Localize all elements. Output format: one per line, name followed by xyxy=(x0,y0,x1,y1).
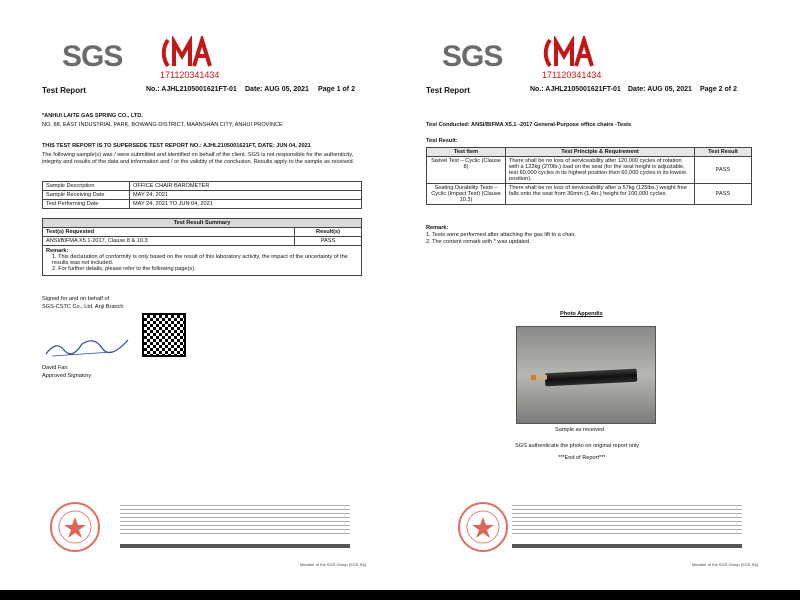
seal-stamp xyxy=(456,500,510,554)
sample-photo xyxy=(516,326,656,424)
table-row: Sample Description OFFICE CHAIR BAROMETER xyxy=(43,182,362,191)
table-row: ANSI/BIFMA X5.1-2017, Clause 8 & 10.3 PASS xyxy=(43,237,362,246)
remark-label: Remark: xyxy=(426,225,449,231)
test-result-label: Test Result: xyxy=(426,138,458,144)
sgs-logo: SGS xyxy=(442,40,503,73)
footer-address-bar xyxy=(512,544,742,548)
sample-info-table xyxy=(42,181,362,209)
remark-1: 1. Tests were performed after attaching the gas lift to a chair. xyxy=(426,232,576,238)
result-summary-table: Test Result Summary Test(s) Requested Result(s) ANSI/BIFMA X5.1-2017, Clause 8 & 10.3 PASS Remark: 1. This declaration of conformity is only based on the result of this laboratory activity, the impact of the uncertainty of the results was not included. 2. For further details, please refer to the following page(s). xyxy=(42,218,362,276)
signature xyxy=(42,330,132,360)
test-conducted: Test Conducted: ANSI/BIFMA X5.1 -2017 General-Purpose office chairs -Tests xyxy=(426,122,632,128)
test-result-table: Test Item Test Principle & Requirement Test Result Swivel Test – Cyclic (Clause 8) There shall be no loss of serviceability after 120,000 cycles of rotation with a 122kg (270lb.) load on the seat (for the seat height is adjustable, test 60,000 cycles in its highest position then 60,000 cycles in its lowest position). PASS Seating Durability Tests – Cyclic (Impact Test) (Clause 10.3) There shall be no loss of serviceability after a 57kg (125lbs.) weight free falls onto the seat from 36mm (1.4in.) height for 100,000 cycles. PASS xyxy=(426,147,752,205)
terms-text xyxy=(512,505,742,537)
report-title: Test Report xyxy=(426,86,470,95)
report-page-2 xyxy=(400,0,800,590)
remark-2: 2. For further details, please refer to the following page(s). xyxy=(52,266,196,272)
remark-1: 1. This declaration of conformity is only based on the result of this laboratory activity, the impact of the uncertainty of the results was not included. xyxy=(52,254,348,266)
cma-logo xyxy=(158,36,218,70)
cma-logo xyxy=(540,36,600,70)
end-of-report: ***End of Report*** xyxy=(558,455,606,461)
report-page-1 xyxy=(0,0,400,590)
table-row: Sample Receiving Date MAY 24, 2021 xyxy=(43,191,362,200)
page-number: Page 1 of 2 xyxy=(318,86,355,93)
footer-member: Member of the SGS Group (SGS SA) xyxy=(692,562,759,567)
bottom-border xyxy=(0,590,800,600)
report-title: Test Report xyxy=(42,86,86,95)
report-number: No.: AJHL2105001621FT-01 xyxy=(146,86,237,93)
photo-caption: Sample as received xyxy=(555,427,605,433)
cma-number: 171120341434 xyxy=(160,70,220,80)
sgs-logo: SGS xyxy=(62,40,123,73)
table-row: Swivel Test – Cyclic (Clause 8) There shall be no loss of serviceability after 120,000 cycles of rotation with a 122kg (270lb.) load on the seat (for the seat height is adjustable, test 60,000 cycles in its highest position then 60,000 cycles in its lowest position). PASS xyxy=(427,157,752,184)
signatory-role: Approved Signatory xyxy=(42,373,92,379)
report-date: Date: AUG 05, 2021 xyxy=(628,86,692,93)
page-number: Page 2 of 2 xyxy=(700,86,737,93)
signed-company: SGS-CSTC Co., Ltd. Anji Branch xyxy=(42,304,124,310)
summary-heading: Test Result Summary xyxy=(43,219,362,228)
table-row: Test Performing Date MAY 24, 2021 TO JUN 04, 2021 xyxy=(43,200,362,209)
footer-address-bar xyxy=(120,544,350,548)
qr-code xyxy=(142,313,186,357)
client-name: *ANHUI LAITE GAS SPRING CO., LTD. xyxy=(42,113,143,119)
table-row: Seating Durability Tests – Cyclic (Impact Test) (Clause 10.3) There shall be no loss of serviceability after a 57kg (125lbs.) weight free falls onto the seat from 36mm (1.4in.) height for 100,000 cycles. PASS xyxy=(427,184,752,205)
signed-for: Signed for and on behalf of xyxy=(42,296,110,302)
footer-member: Member of the SGS Group (SGS SA) xyxy=(300,562,367,567)
authenticate-note: SGS authenticate the photo on original report only xyxy=(515,443,640,449)
report-number: No.: AJHL2105001621FT-01 xyxy=(530,86,621,93)
terms-text xyxy=(120,505,350,537)
remark-label: Remark: xyxy=(46,248,69,254)
client-address: NO. 88, EAST INDUSTRIAL PARK, BOWANG DISTRICT, MAANSHAN CITY, ANHUI PROVINCE xyxy=(42,122,283,128)
seal-stamp xyxy=(48,500,102,554)
report-date: Date: AUG 05, 2021 xyxy=(245,86,309,93)
supersede-notice: THIS TEST REPORT IS TO SUPERSEDE TEST REPORT NO.: AJHL2105001621FT, DATE: JUN 04, 2021 xyxy=(42,143,311,149)
intro-text: The following sample(s) was / were submitted and identified on behalf of the client. SGS is not responsible for the authenticity, integrity and results of the data and information and / or the validity of the conclusion. Results apply to the sample as received. xyxy=(42,152,355,165)
signatory-name: David Fan xyxy=(42,365,68,371)
photo-appendix-title: Photo Appendix xyxy=(560,311,603,317)
remark-2: 2. The content remark with * was updated. xyxy=(426,239,531,245)
cma-number: 171120341434 xyxy=(542,70,602,80)
